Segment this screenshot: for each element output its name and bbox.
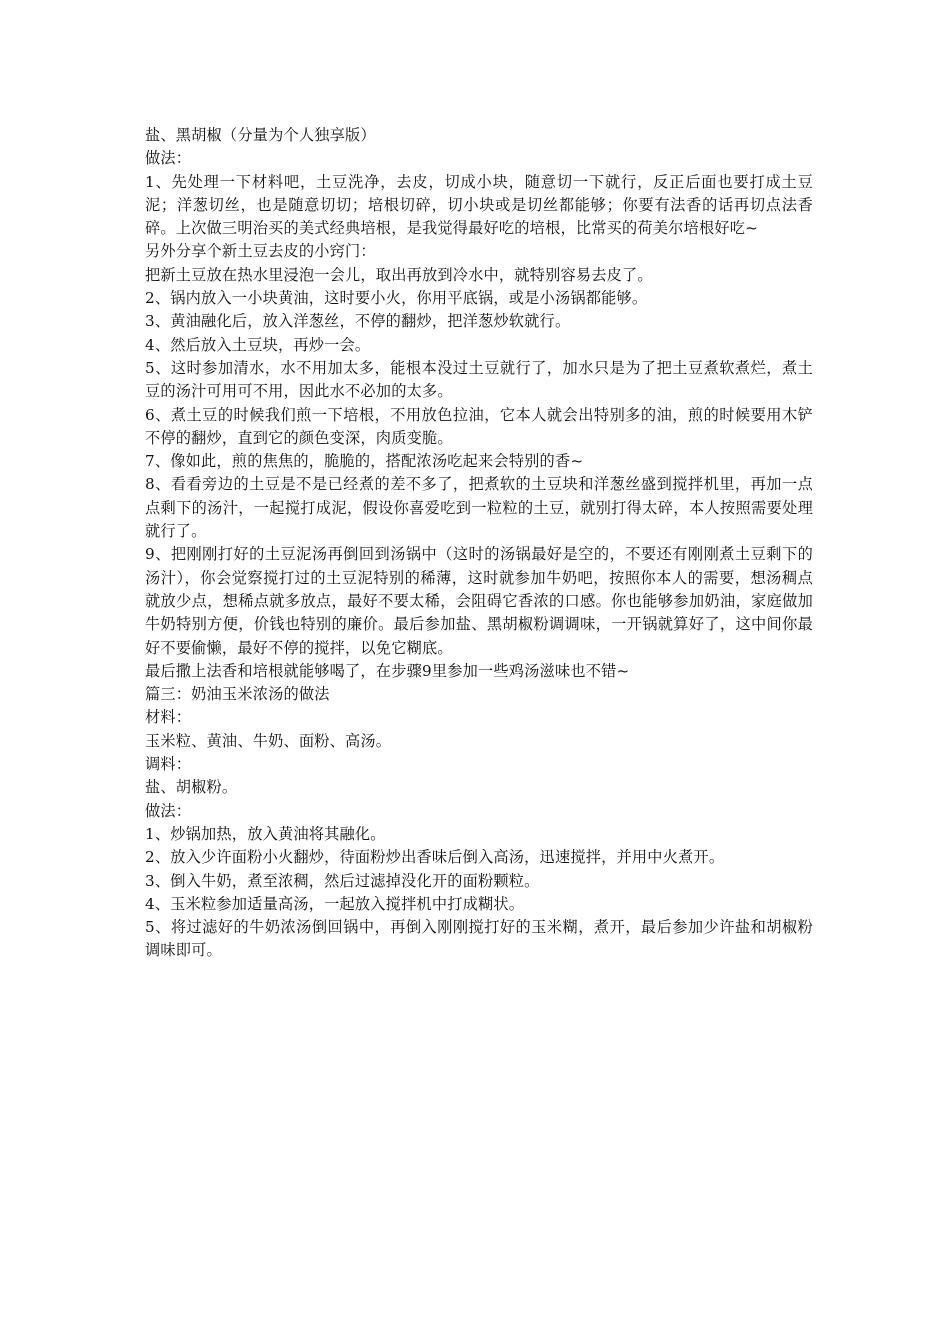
step-6-paragraph: 6、煮土豆的时候我们煎一下培根，不用放色拉油，它本人就会出特别多的油，煎的时候要用木铲不停的翻炒，直到它的颜色变深，肉质变脆。	[145, 405, 813, 447]
step-3-paragraph: 3、黄油融化后，放入洋葱丝，不停的翻炒，把洋葱炒软就行。	[145, 312, 571, 331]
step-8-paragraph: 8、看看旁边的土豆是不是已经煮的差不多了，把煮软的土豆块和洋葱丝盛到搅拌机里，再加一点点剩下的汤汁，一起搅打成泥，假设你喜爱吃到一粒粒的土豆，就别打得太碎，本人按照需要处理就行了。	[145, 475, 813, 541]
seasoning-heading: 调料：	[145, 755, 192, 774]
materials-heading: 材料：	[145, 708, 192, 727]
tip-heading: 另外分享个新土豆去皮的小窍门：	[145, 242, 376, 261]
step-2-paragraph: 2、锅内放入一小块黄油，这时要小火，你用平底锅，或是小汤锅都能够。	[145, 289, 648, 308]
materials-list: 玉米粒、黄油、牛奶、面粉、高汤。	[145, 731, 392, 750]
step-1-paragraph: 1、先处理一下材料吧，土豆洗净，去皮，切成小块，随意切一下就行，反正后面也要打成土豆泥；洋葱切丝，也是随意切切；培根切碎，切小块或是切丝都能够；你要有法香的话再切点法香碎。上次做三明治买的美式经典培根，是我觉得最好吃的培根，比常买的荷美尔培根好吃~	[145, 172, 813, 238]
document-body	[145, 124, 813, 963]
step-7-paragraph: 7、像如此，煎的焦焦的，脆脆的，搭配浓汤吃起来会特别的香~	[145, 452, 584, 471]
method-heading-2: 做法：	[145, 801, 192, 820]
corn-step-5: 5、将过滤好的牛奶浓汤倒回锅中，再倒入刚刚搅打好的玉米糊，煮开，最后参加少许盐和胡椒粉调味即可。	[145, 918, 813, 960]
corn-step-4: 4、玉米粒参加适量高汤，一起放入搅拌机中打成糊状。	[145, 894, 525, 913]
ingredients-seasoning-line: 盐、黑胡椒（分量为个人独享版）	[145, 126, 376, 144]
corn-step-2: 2、放入少许面粉小火翻炒，待面粉炒出香味后倒入高汤，迅速搅拌，并用中火煮开。	[145, 848, 725, 867]
method-heading: 做法：	[145, 149, 192, 168]
final-note-paragraph: 最后撒上法香和培根就能够喝了，在步骤9里参加一些鸡汤滋味也不错~	[145, 661, 630, 680]
corn-step-1: 1、炒锅加热，放入黄油将其融化。	[145, 824, 386, 843]
tip-paragraph: 把新土豆放在热水里浸泡一会儿，取出再放到冷水中，就特别容易去皮了。	[145, 265, 653, 284]
corn-step-3: 3、倒入牛奶，煮至浓稠，然后过滤掉没化开的面粉颗粒。	[145, 871, 540, 890]
step-4-paragraph: 4、然后放入土豆块，再炒一会。	[145, 335, 371, 354]
seasoning-list: 盐、胡椒粉。	[145, 778, 238, 797]
section-three-title: 篇三：奶油玉米浓汤的做法	[145, 685, 330, 704]
step-9-paragraph: 9、把刚刚打好的土豆泥汤再倒回到汤锅中（这时的汤锅最好是空的，不要还有刚刚煮土豆剩下的汤汁），你会觉察搅打过的土豆泥特别的稀薄，这时就参加牛奶吧，按照你本人的需要，想汤稠点就放少点，想稀点就多放点，最好不要太稀，会阻碍它香浓的口感。你也能够参加奶油，家庭做加牛奶特别方便，价钱也特别的廉价。最后参加盐、黑胡椒粉调调味，一开锅就算好了，这中间你最好不要偷懒，最好不停的搅拌，以免它糊底。	[145, 545, 813, 657]
step-5-paragraph: 5、这时参加清水，水不用加太多，能根本没过土豆就行了，加水只是为了把土豆煮软煮烂，煮土豆的汤汁可用可不用，因此水不必加的太多。	[145, 358, 813, 401]
